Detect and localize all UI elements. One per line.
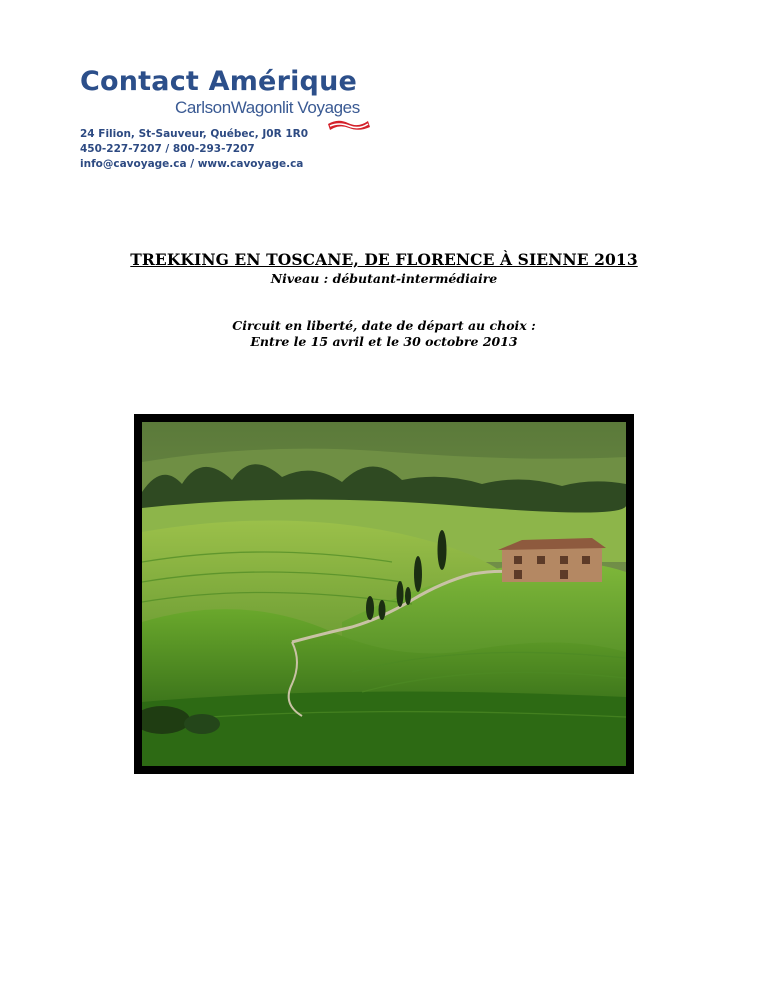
circuit-info — [0, 318, 768, 350]
circuit-line-2: Entre le 15 avril et le 30 octobre 2013 — [250, 334, 518, 349]
page-title: TREKKING EN TOSCANE, DE FLORENCE À SIENNE 2013 — [130, 250, 638, 269]
circuit-line-1: Circuit en liberté, date de départ au choix : — [232, 318, 536, 333]
contact-address: 24 Filion, St-Sauveur, Québec, J0R 1R0 — [80, 128, 309, 140]
contact-web: info@cavoyage.ca / www.cavoyage.ca — [80, 158, 304, 170]
level-text: Niveau : débutant-intermédiaire — [270, 271, 498, 286]
photo-frame — [134, 414, 634, 774]
tuscany-landscape-image — [142, 422, 626, 766]
contact-phones: 450-227-7207 / 800-293-7207 — [80, 143, 255, 155]
logo-subtitle: CarlsonWagonlit Voyages — [175, 98, 360, 117]
company-logo — [80, 66, 390, 176]
logo-company-name: Contact Amérique — [80, 66, 357, 97]
logo-flag-icon — [328, 118, 370, 132]
document-heading — [0, 250, 768, 286]
